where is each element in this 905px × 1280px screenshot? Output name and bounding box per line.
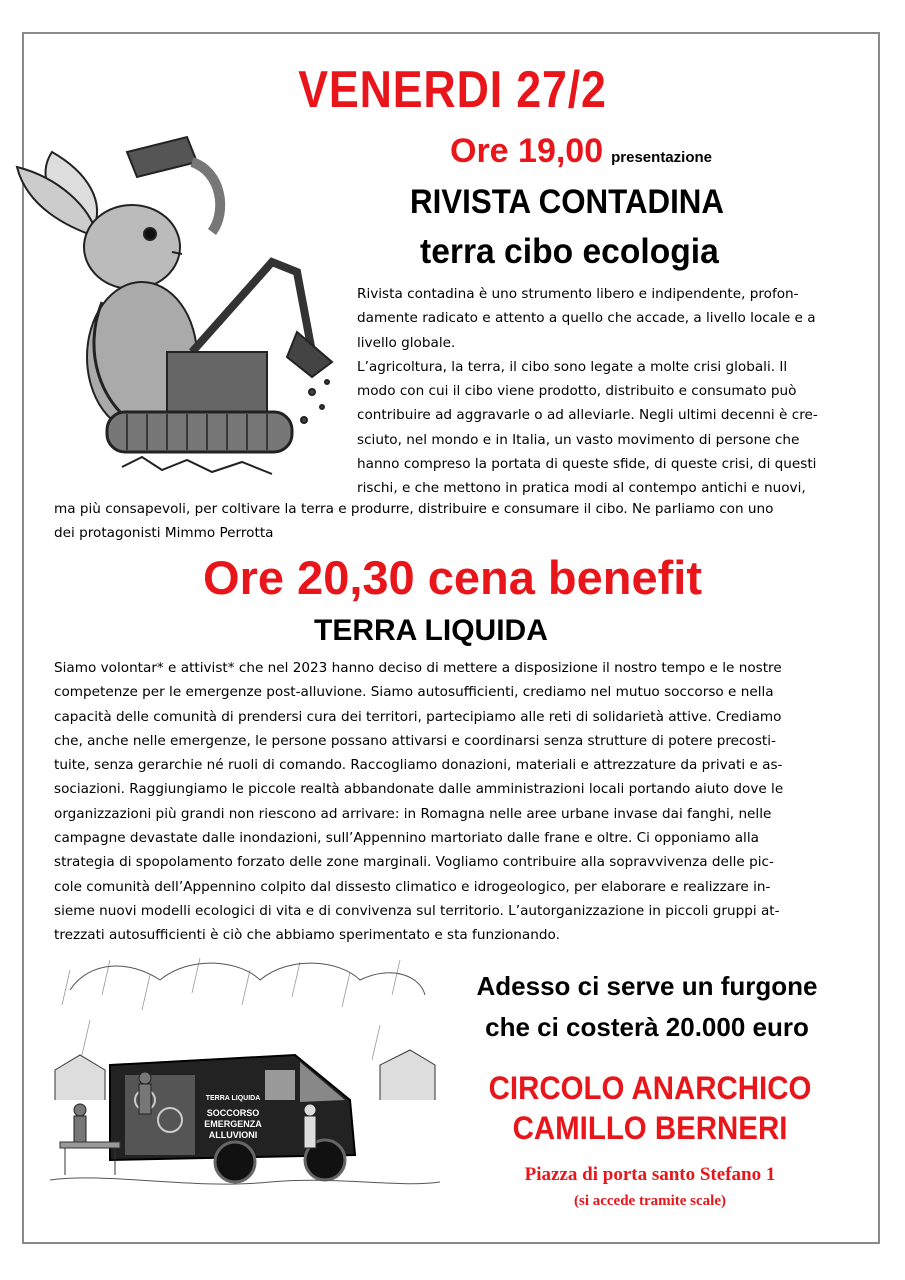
van-sign-line2: SOCCORSO bbox=[206, 1108, 260, 1118]
appeal-line1: Adesso ci serve un furgone bbox=[476, 971, 818, 1001]
venue-name bbox=[471, 1068, 830, 1148]
text-line: livello globale. bbox=[357, 334, 456, 351]
appeal-line2: che ci costerà 20.000 euro bbox=[485, 1012, 809, 1042]
date-title: VENERDI 27/2 bbox=[298, 61, 607, 119]
rabbit-excavator-illustration bbox=[12, 122, 347, 487]
text-line: capacità delle comunità di prendersi cura dei territori, partecipiamo alle reti di solidarietà attive. Crediamo bbox=[54, 708, 782, 725]
text-line: contribuire ad aggravarle o ad alleviarle. Negli ultimi decenni è cre- bbox=[357, 407, 818, 424]
appeal-text bbox=[462, 966, 832, 1048]
text-line: dei protagonisti Mimmo Perrotta bbox=[54, 525, 274, 542]
event2-title: Ore 20,30 cena benefit bbox=[203, 551, 702, 604]
text-line: hanno compreso la portata di queste sfide, di queste crisi, di questi bbox=[357, 456, 817, 473]
event1-time-note: presentazione bbox=[611, 149, 712, 166]
event1-time-text: Ore 19,00 bbox=[450, 132, 604, 170]
venue-name-line2: CAMILLO BERNERI bbox=[512, 1110, 788, 1146]
venue-address: Piazza di porta santo Stefano 1 bbox=[524, 1164, 776, 1185]
van-sign-line3: EMERGENZA bbox=[204, 1119, 262, 1129]
event1-subtitle: terra cibo ecologia bbox=[420, 232, 719, 271]
text-line: sociazioni. Raggiungiamo le piccole realtà abbandonate dalle amministrazioni locali portando aiuto dove le bbox=[54, 781, 784, 798]
van-sign-line4: ALLUVIONI bbox=[208, 1130, 258, 1140]
text-line: che, anche nelle emergenze, le persone possano attivarsi e coordinarsi senza strutture di potere precosti- bbox=[54, 732, 776, 749]
venue-name-line1: CIRCOLO ANARCHICO bbox=[488, 1070, 812, 1106]
text-line: competenze per le emergenze post-alluvione. Siamo autosufficienti, crediamo nel mutuo soccorso e nella bbox=[54, 684, 774, 701]
text-line: damente radicato e attento a quello che accade, a livello locale e a bbox=[357, 310, 816, 327]
van-illustration bbox=[50, 950, 440, 1205]
text-line: Siamo volontar* e attivist* che nel 2023 hanno deciso di mettere a disposizione il nostro tempo e le nostre bbox=[54, 660, 782, 676]
event1-time bbox=[450, 132, 712, 171]
text-line: modo con cui il cibo viene prodotto, distribuito e consumato può bbox=[357, 383, 797, 400]
event2-description bbox=[54, 656, 859, 948]
text-line: Rivista contadina è uno strumento libero e indipendente, profon- bbox=[357, 286, 799, 302]
van-sign-line1: TERRA LIQUIDA bbox=[205, 1095, 261, 1102]
text-line: strategia di spopolamento forzato delle zone marginali. Vogliamo contribuire alla sopravvivenza delle pic- bbox=[54, 854, 774, 871]
text-line: L’agricoltura, la terra, il cibo sono legate a molte crisi globali. Il bbox=[357, 358, 788, 375]
text-line: organizzazioni più grandi non riescono ad arrivare: in Romagna nelle aree urbane invase dai fanghi, nelle bbox=[54, 805, 772, 822]
event1-title: RIVISTA CONTADINA bbox=[410, 183, 724, 221]
text-line: trezzati autosufficienti è ciò che abbiamo sperimentato e sta funzionando. bbox=[54, 927, 560, 944]
text-line: sieme nuovi modelli ecologici di vita e di convivenza sul territorio. L’autorganizzazione in piccoli gruppi at- bbox=[54, 902, 780, 919]
text-line: campagne devastate dalle inondazioni, sull’Appennino martoriato dalle frane e oltre. Ci opponiamo alla bbox=[54, 830, 759, 847]
text-line: cole comunità dell’Appennino colpito dal dissesto climatico e idrogeologico, per elaborare e realizzare in- bbox=[54, 878, 771, 895]
text-line: sciuto, nel mondo e in Italia, un vasto movimento di persone che bbox=[357, 431, 800, 448]
text-line: rischi, e che mettono in pratica modi al contempo antichi e nuovi, bbox=[357, 480, 806, 497]
text-line: tuite, senza gerarchie né ruoli di comando. Raccogliamo donazioni, materiali e attrezzature da privati e as- bbox=[54, 757, 783, 774]
event1-description bbox=[357, 282, 857, 501]
venue-access-note: (si accede tramite scale) bbox=[573, 1193, 726, 1209]
event2-group: TERRA LIQUIDA bbox=[314, 614, 548, 647]
text-line: ma più consapevoli, per coltivare la terra e produrre, distribuire e consumare il cibo. Ne parliamo con uno bbox=[54, 501, 774, 517]
event1-description-cont bbox=[54, 497, 854, 546]
